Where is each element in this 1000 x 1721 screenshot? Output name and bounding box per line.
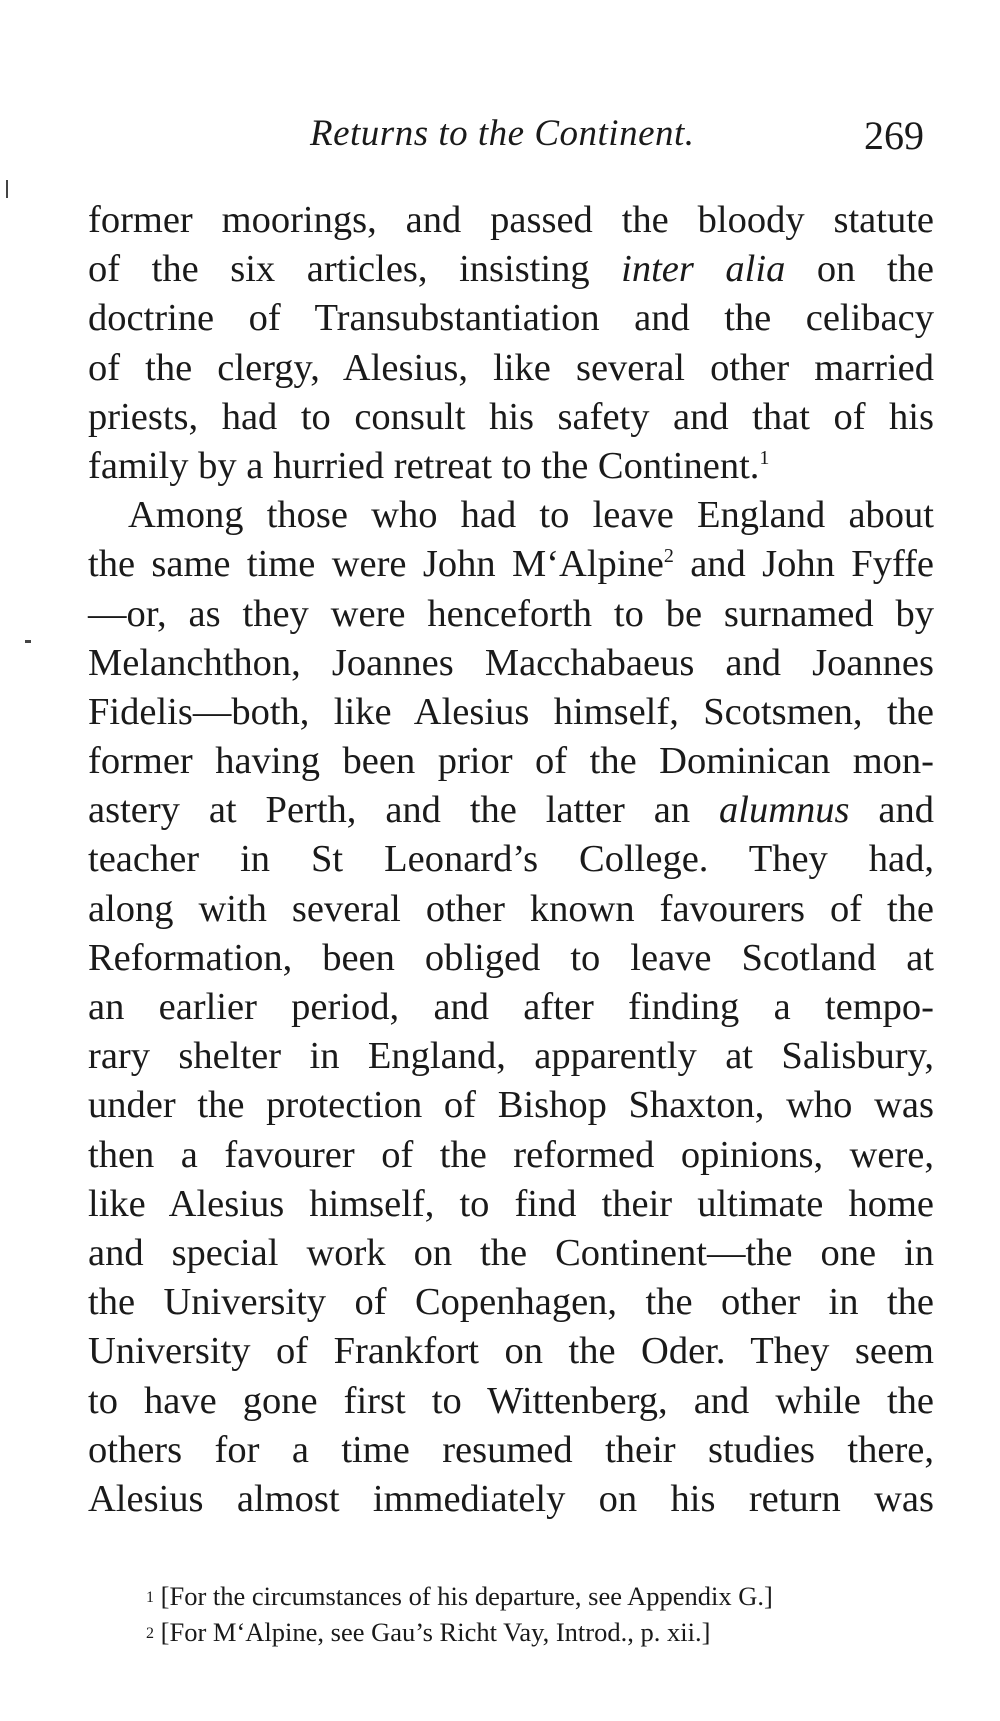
running-title: Returns to the Continent. [310,113,695,154]
text-line [88,540,934,589]
text-line: former having been prior of the Dominican mon- [88,740,934,783]
page-number: 269 [864,113,924,158]
margin-speck [25,640,31,643]
text-line [88,245,934,294]
text-line: doctrine of Transubstantiation and the celibacy [88,297,934,340]
text-line: Fidelis—both, like Alesius himself, Scotsmen, the [88,690,934,733]
text-line: of the clergy, Alesius, like several other married [88,346,934,389]
text-line: then a favourer of the reformed opinions, were, [88,1133,934,1176]
text-run: the same time were John M‘Alpine [88,543,664,586]
footnote-1 [146,1578,926,1614]
text-run: and John Fyffe [673,543,934,586]
body-text [88,196,934,1524]
text-line: along with several other known favourers of the [88,887,934,930]
text-run: of the six articles, insisting [88,248,622,291]
footnotes [146,1578,926,1650]
text-line: the University of Copenhagen, the other in the [88,1281,934,1324]
text-run: on the [785,248,934,291]
text-line: teacher in St Leonard’s College. They had, [88,838,934,881]
text-line [88,442,934,491]
text-line: Alesius almost immediately on his return was [88,1477,934,1520]
text-line: to have gone first to Wittenberg, and while the [88,1379,934,1422]
text-line: priests, had to consult his safety and that of his [88,395,934,438]
text-line: Among those who had to leave England about [128,494,934,537]
text-line [88,786,934,835]
italic-phrase: inter alia [621,248,786,291]
text-run: and [849,789,934,832]
text-line: University of Frankfort on the Oder. They seem [88,1330,934,1373]
footnote-text: [For the circumstances of his departure, see Appendix G.] [154,1581,773,1611]
text-run: family by a hurried retreat to the Continent. [88,444,760,487]
footnote-ref-2: 2 [663,545,674,568]
text-line: former moorings, and passed the bloody statute [88,199,934,241]
text-run: astery at Perth, and the latter an [88,789,720,832]
italic-word: alumnus [719,789,850,832]
footnote-2 [146,1614,926,1650]
text-line: Reformation, been obliged to leave Scotland at [88,936,934,979]
text-line: like Alesius himself, to find their ultimate home [88,1182,934,1225]
margin-mark [6,180,8,198]
footnote-marker: 1 [146,1589,154,1606]
page-header [0,112,1000,172]
text-line: Melanchthon, Joannes Macchabaeus and Joannes [88,641,934,684]
text-line: —or, as they were henceforth to be surnamed by [88,592,934,635]
text-line: under the protection of Bishop Shaxton, who was [88,1084,934,1127]
text-line: and special work on the Continent—the one in [88,1231,934,1274]
text-line: others for a time resumed their studies there, [88,1428,934,1471]
footnote-marker: 2 [146,1625,154,1642]
text-line: rary shelter in England, apparently at Salisbury, [88,1035,934,1078]
footnote-ref-1: 1 [759,446,770,469]
footnote-text: [For M‘Alpine, see Gau’s Richt Vay, Introd., p. xii.] [154,1617,711,1647]
text-line: an earlier period, and after finding a tempo- [88,986,934,1028]
